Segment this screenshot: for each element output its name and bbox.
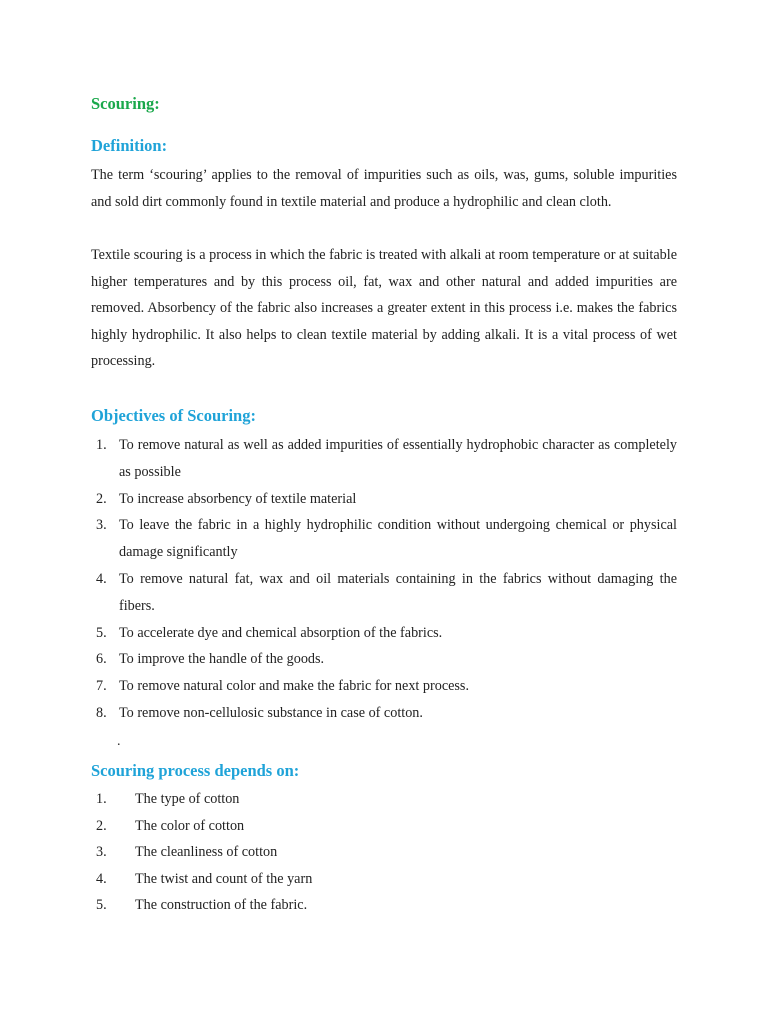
list-item-number: 1. [96,437,107,453]
list-item-number: 2. [96,817,107,834]
objectives-list [0,432,768,727]
list-item-text: The type of cotton [135,791,240,807]
list-item-number: 2. [96,490,107,507]
depends-list [0,786,768,919]
list-item [0,700,768,727]
list-item-number: 5. [96,624,107,641]
list-item-number: 3. [96,844,107,861]
list-item [0,892,768,919]
definition-heading: Definition: [91,136,168,155]
list-item [0,620,768,647]
definition-paragraph: The term ‘scouring’ applies to the removal of impurities such as oils, was, gums, soluble impurities and sold dirt commonly found in textile material and produce a hydrophilic and clean cloth. [91,167,677,210]
list-item [0,646,768,673]
list-item-text: The color of cotton [135,817,245,834]
list-item [0,866,768,893]
list-item-text: The cleanliness of cotton [135,844,278,861]
page-title: Scouring: [91,94,160,113]
list-item-text: The construction of the fabric. [135,897,308,914]
objectives-heading: Objectives of Scouring: [91,406,256,425]
list-item-number: 8. [96,704,107,721]
list-item-text: To improve the handle of the goods. [119,651,325,668]
list-item-number: 7. [96,678,107,695]
list-item-number: 4. [96,570,107,587]
list-item [0,673,768,700]
list-item-number: 1. [96,791,107,807]
list-item [0,786,768,813]
depends-heading: Scouring process depends on: [91,761,300,780]
stray-dot: . [117,734,121,749]
list-item-text: To accelerate dye and chemical absorption of the fabrics. [119,624,443,641]
list-item-number: 3. [96,517,107,534]
list-item [0,839,768,866]
list-item [0,432,768,486]
list-item-text: To leave the fabric in a highly hydrophilic condition without undergoing chemical or physical damage significantly [119,517,677,561]
list-item-text: To increase absorbency of textile material [119,490,357,507]
scouring-paragraph: Textile scouring is a process in which the fabric is treated with alkali at room temperature or at suitable higher temperatures and by this process oil, fat, wax and other natural and added impurities are removed. Absorbency of the fabric also increases a greater extent in this process i.e. makes the fabrics highly hydrophilic. It also helps to clean textile material by adding alkali. It is a vital process of wet processing. [91,247,677,370]
list-item [0,813,768,840]
list-item [0,566,768,620]
list-item-text: To remove natural color and make the fabric for next process. [119,678,470,695]
list-item [0,486,768,513]
list-item-number: 5. [96,897,107,914]
list-item-number: 6. [96,651,107,668]
list-item-text: To remove natural fat, wax and oil materials containing in the fabrics without damaging the fibers. [119,570,677,614]
list-item [0,512,768,566]
list-item-text: To remove non-cellulosic substance in case of cotton. [119,704,423,721]
list-item-text: To remove natural as well as added impurities of essentially hydrophobic character as completely as possible [119,437,677,480]
list-item-text: The twist and count of the yarn [135,870,313,887]
list-item-number: 4. [96,870,107,887]
